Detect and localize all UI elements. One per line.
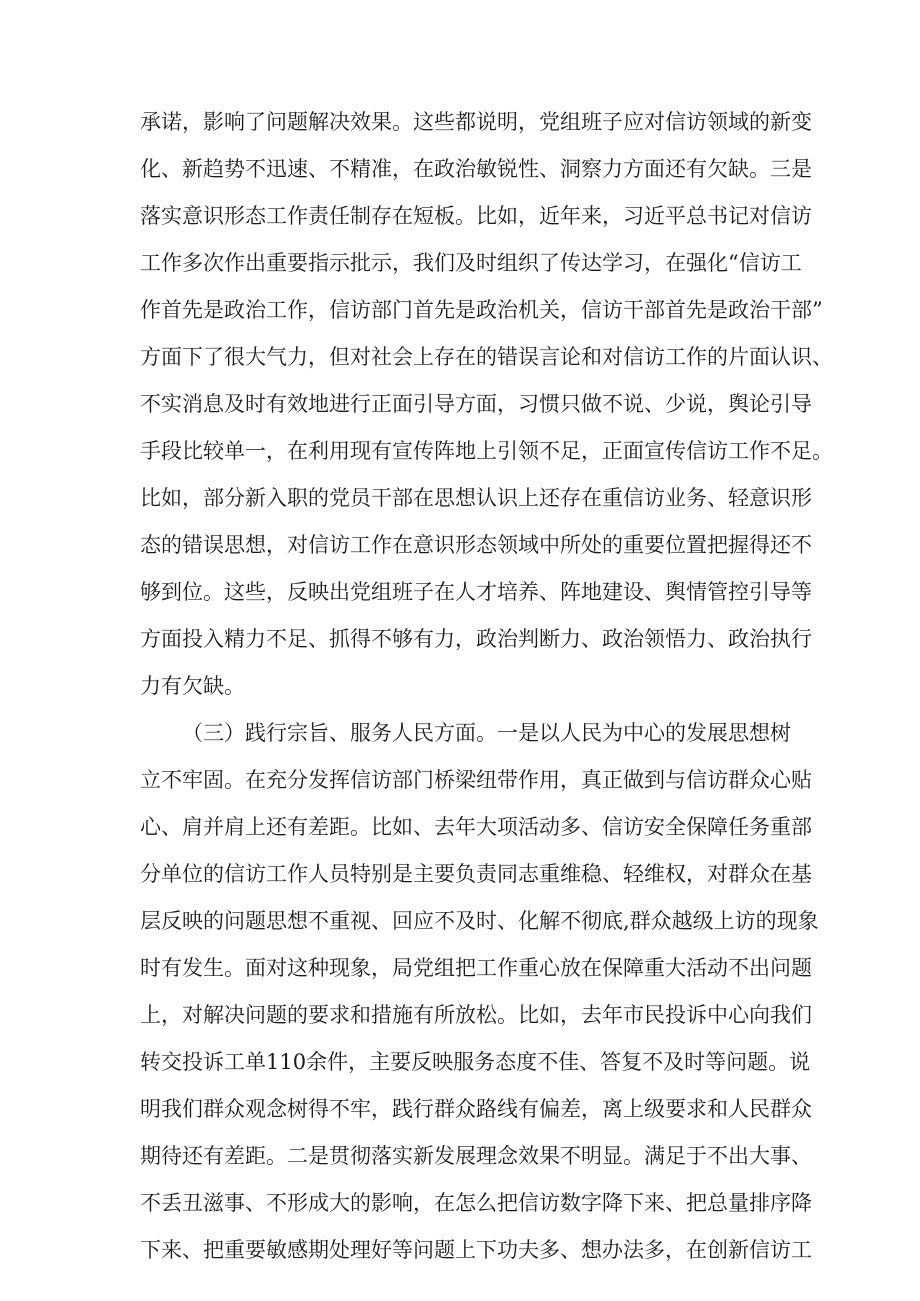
text-line: 不实消息及时有效地进行正面引导方面，习惯只做不说、少说，舆论引导	[140, 392, 812, 416]
text-line: 分单位的信访工作人员特别是主要负责同志重维稳、轻维权，对群众在基	[140, 862, 812, 886]
text-line: 心、肩并肩上还有差距。比如、去年大项活动多、信访安全保障任务重部	[140, 815, 812, 839]
text-line: 够到位。这些，反映出党组班子在人才培养、阵地建设、舆情管控引导等	[140, 580, 812, 604]
text-line: 落实意识形态工作责任制存在短板。比如，近年来，习近平总书记对信访	[140, 204, 812, 228]
text-line: 承诺，影响了问题解决效果。这些都说明，党组班子应对信访领域的新变	[140, 110, 812, 134]
text-line: 期待还有差距。二是贯彻落实新发展理念效果不明显。满足于不出大事、	[140, 1144, 812, 1168]
text-line: 层反映的问题思想不重视、回应不及时、化解不彻底,群众越级上访的现象	[140, 909, 819, 933]
text-line: 明我们群众观念树得不牢，践行群众路线有偏差，离上级要求和人民群众	[140, 1097, 812, 1121]
text-line: 时有发生。面对这种现象，局党组把工作重心放在保障重大活动不出问题	[140, 956, 812, 980]
text-line: 转交投诉工单110余件，主要反映服务态度不佳、答复不及时等问题。说	[140, 1050, 811, 1074]
text-line: 立不牢固。在充分发挥信访部门桥梁纽带作用，真正做到与信访群众心贴	[140, 768, 812, 792]
text-line: 比如，部分新入职的党员干部在思想认识上还存在重信访业务、轻意识形	[140, 486, 812, 510]
text-line: 工作多次作出重要指示批示，我们及时组织了传达学习，在强化“信访工	[140, 251, 802, 275]
text-line: 不丢丑滋事、不形成大的影响，在怎么把信访数字降下来、把总量排序降	[140, 1191, 812, 1215]
text-line: 手段比较单一，在利用现有宣传阵地上引领不足，正面宣传信访工作不足。	[140, 439, 833, 463]
section-heading-line: （三）践行宗旨、服务人民方面。一是以人民为中心的发展思想树	[182, 721, 791, 745]
text-line: 作首先是政治工作，信访部门首先是政治机关，信访干部首先是政治干部”	[140, 298, 823, 322]
text-line: 化、新趋势不迅速、不精准，在政治敏锐性、洞察力方面还有欠缺。三是	[140, 157, 812, 181]
text-line: 力有欠缺。	[140, 674, 245, 698]
text-line: 方面下了很大气力，但对社会上存在的错误言论和对信访工作的片面认识、	[140, 345, 833, 369]
text-line: 下来、把重要敏感期处理好等问题上下功夫多、想办法多，在创新信访工	[140, 1238, 812, 1262]
text-line: 上，对解决问题的要求和措施有所放松。比如，去年市民投诉中心向我们	[140, 1003, 812, 1027]
text-line: 态的错误思想，对信访工作在意识形态领域中所处的重要位置把握得还不	[140, 533, 812, 557]
text-line: 方面投入精力不足、抓得不够有力，政治判断力、政治领悟力、政治执行	[140, 627, 812, 651]
